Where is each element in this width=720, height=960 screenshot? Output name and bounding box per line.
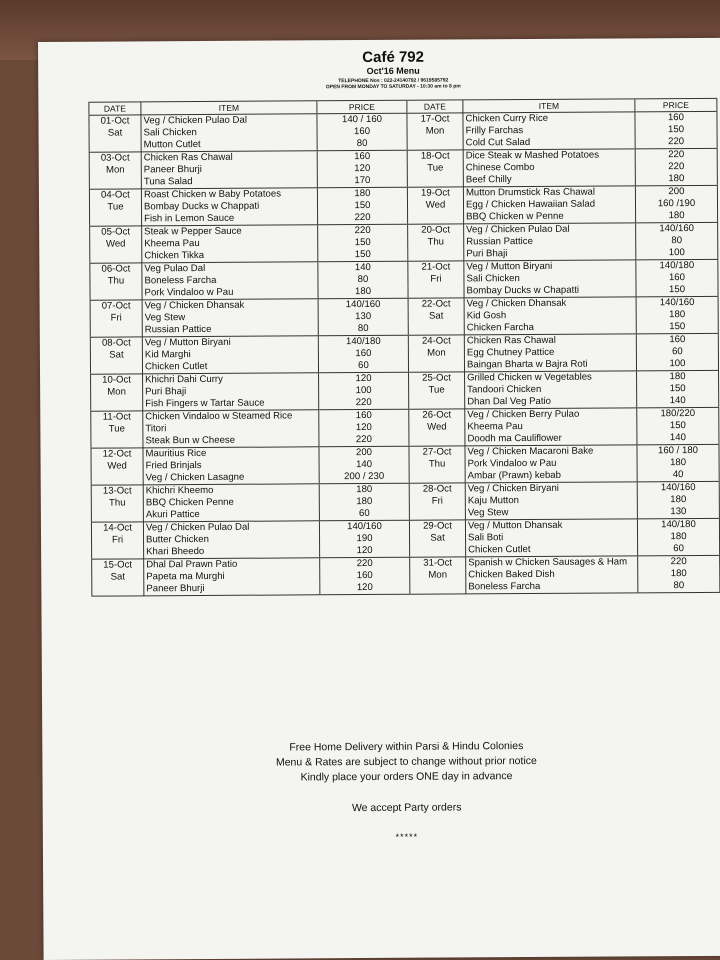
menu-date-blank [91,435,143,448]
menu-item-price: 130 [318,311,408,324]
menu-item-name: Fish Fingers w Tartar Sauce [143,397,319,411]
menu-item-price: 160 / 180 [637,444,719,457]
menu-item-name: Dhan Dal Veg Patio [465,395,637,409]
menu-item-name: Boneless Farcha [466,580,638,594]
menu-date-blank [90,250,142,263]
menu-item-price: 160 [636,272,718,285]
menu-date-blank [408,211,464,224]
menu-item-name: Dice Steak w Mashed Potatoes [465,149,600,162]
menu-day: Sat [410,532,466,544]
menu-item-name: Veg / Chicken Dhansak [466,297,567,310]
menu-date-blank [408,248,464,261]
menu-item-price: 220 [635,161,717,174]
menu-item-name: Russian Pattice [142,323,318,337]
menu-date-blank [409,470,465,483]
menu-item-name: Sali Boti [468,532,504,544]
menu-item-name: Kid Gosh [466,310,507,322]
menu-item-name: BBQ Chicken Penne [145,496,234,509]
menu-item-price: 160 /190 [635,198,717,211]
menu-day: Tue [407,162,463,174]
menu-item-price: 120 [320,582,410,595]
menu-item-price: 60 [319,508,409,521]
menu-item-price: 160 [317,126,407,139]
menu-day: Wed [409,421,465,433]
menu-item-name: Veg Stew [144,312,186,324]
menu-item-name: Fried Brinjals [145,460,202,472]
menu-item-name: Beef Chilly [463,173,635,187]
menu-date: 29-Oct [409,520,465,533]
menu-date-blank [89,139,141,152]
menu-item-name: Veg Pulao Dal [144,262,206,275]
menu-item-name: Veg / Chicken Lasagne [143,471,319,485]
menu-item-price: 180 [637,370,719,383]
column-header-item: ITEM [141,101,317,115]
menu-date-blank [92,546,144,559]
menu-day: Sat [89,127,141,139]
menu-item-price: 180 [317,187,407,200]
menu-date: 21-Oct [408,261,464,274]
menu-item-price: 140 [637,432,719,445]
advance-order-note: Kindly place your orders ONE day in advance [300,770,513,784]
menu-date: 17-Oct [407,113,463,126]
menu-date: 20-Oct [408,224,464,237]
menu-table [88,98,720,597]
menu-item-name: Tandoori Chicken [467,383,542,396]
menu-item-price: 180 [638,531,720,544]
menu-date-blank [408,285,464,298]
menu-day: Tue [409,384,465,396]
menu-day: Mon [408,347,464,359]
menu-item-price: 60 [318,360,408,373]
menu-item-name: Akuri Pattice [143,508,319,522]
menu-item-name: Chicken Baked Dish [468,568,555,581]
column-header-price: PRICE [317,100,407,114]
menu-date: 14-Oct [91,522,143,535]
menu-item-price: 140 [319,459,409,472]
menu-item-name: Veg / Mutton Dhansak [467,519,563,532]
menu-date: 03-Oct [89,152,141,165]
menu-item-name: Paneer Bhurji [143,164,202,176]
menu-date-blank [407,137,463,150]
menu-item-name: Kheema Pau [144,238,200,250]
menu-item-price: 220 [635,148,717,161]
menu-item-price: 140/160 [636,222,718,235]
menu-item-price: 180 [636,210,718,223]
menu-date: 25-Oct [409,372,465,385]
menu-item-price: 180 [638,568,720,581]
menu-item-price: 220 [318,212,408,225]
menu-item-name: Puri Bhaji [145,386,187,398]
menu-item-name: Veg / Chicken Pulao Dal [466,223,570,236]
menu-item-price: 150 [636,321,718,334]
menu-item-price: 140/160 [637,481,719,494]
menu-date: 28-Oct [409,483,465,496]
delivery-note: Free Home Delivery within Parsi & Hindu Colonies [289,740,524,754]
menu-item-name: Cold Cut Salad [463,136,635,150]
menu-item-price: 150 [637,383,719,396]
menu-item-price: 220 [638,555,720,568]
menu-item-price: 120 [319,372,409,385]
menu-date-blank [90,324,142,337]
menu-header [88,48,698,92]
menu-item-name: Sali Chicken [466,273,520,285]
menu-day: Wed [407,199,463,211]
menu-item-name: Puri Bhaji [464,247,636,261]
menu-day: Sat [92,571,144,583]
menu-date-blank [407,174,463,187]
menu-item-name: Russian Pattice [466,235,533,248]
menu-item-name: Boneless Farcha [144,274,217,287]
menu-item-price: 130 [637,506,719,519]
menu-item-price: 140/180 [636,259,718,272]
menu-date: 06-Oct [90,263,142,276]
menu-item-price: 80 [638,580,720,593]
menu-date-blank [90,213,142,226]
menu-item-price: 220 [320,557,410,570]
menu-item-name: Frilly Farchas [465,125,524,137]
menu-item-name: Khichri Dahi Curry [145,373,223,386]
menu-day: Thu [409,458,465,470]
menu-date-blank [92,583,144,596]
menu-item-name: Veg / Chicken Biryani [467,482,559,495]
menu-item-price: 200 / 230 [319,471,409,484]
menu-item-name: Chicken Ras Chawal [466,334,556,347]
menu-date: 31-Oct [410,557,466,570]
menu-item-name: Chicken Farcha [464,321,636,335]
menu-item-price: 220 [635,136,717,149]
menu-item-name: BBQ Chicken w Penne [464,210,636,224]
menu-item-name: Ambar (Prawn) kebab [465,469,637,483]
menu-day: Mon [407,125,463,137]
menu-day: Thu [90,275,142,287]
menu-item-price: 180 [636,309,718,322]
menu-day: Fri [90,312,142,324]
menu-item-name: Veg / Chicken Pulao Dal [145,521,250,534]
menu-day: Thu [91,497,143,509]
menu-item-price: 140 [318,261,408,274]
menu-item-price: 180 [637,494,719,507]
menu-item-price: 100 [319,385,409,398]
menu-item-name: Veg / Chicken Dhansak [144,299,245,312]
menu-footer [92,738,720,847]
telephone-line: TELEPHONE Nos : 022-24140792 / 9619585792 [338,77,449,85]
menu-item-name: Chicken Vindaloo w Steamed Rice [145,410,293,423]
menu-item-name: Grilled Chicken w Vegetables [467,371,592,384]
menu-day: Fri [408,273,464,285]
menu-item-price: 180 [319,496,409,509]
column-header-price: PRICE [635,98,717,112]
menu-date: 15-Oct [92,559,144,572]
menu-date-blank [408,322,464,335]
menu-item-name: Baingan Bharta w Bajra Roti [464,358,636,372]
menu-item-name: Chicken Cutlet [466,543,638,557]
menu-date-blank [408,359,464,372]
menu-item-name: Bombay Ducks w Chappati [143,200,260,213]
menu-item-price: 200 [319,446,409,459]
menu-item-name: Mauritius Rice [145,447,207,460]
menu-item-name: Pork Vindaloo w Pau [142,286,318,300]
menu-item-price: 60 [638,543,720,556]
menu-item-price: 80 [318,323,408,336]
menu-date-blank [89,176,141,189]
menu-item-price: 140/180 [318,335,408,348]
menu-item-price: 140/160 [318,298,408,311]
menu-item-name: Kaju Mutton [467,495,520,507]
menu-item-price: 160 [319,409,409,422]
menu-item-price: 180 [637,457,719,470]
menu-item-name: Steak Bun w Cheese [143,434,319,448]
menu-item-name: Titori [145,423,167,435]
menu-date: 26-Oct [409,409,465,422]
menu-day: Mon [89,164,141,176]
menu-table-body [89,111,720,596]
menu-date: 11-Oct [91,411,143,424]
column-header-date: DATE [89,102,141,115]
menu-item-name: Veg / Mutton Biryani [466,260,553,273]
column-header-item: ITEM [463,99,635,113]
opening-hours: OPEN FROM MONDAY TO SATURDAY - 10:30 am to 8 pm [325,83,461,91]
menu-item-price: 140/180 [637,518,719,531]
menu-date: 05-Oct [90,226,142,239]
menu-day: Sat [90,349,142,361]
menu-item-price: 140/160 [636,296,718,309]
menu-item-price: 200 [635,185,717,198]
menu-date: 24-Oct [408,335,464,348]
menu-date: 13-Oct [91,485,143,498]
menu-day: Fri [92,534,144,546]
menu-date: 22-Oct [408,298,464,311]
menu-item-price: 80 [318,274,408,287]
menu-item-price: 160 [636,333,718,346]
menu-item-price: 100 [636,247,718,260]
menu-date-blank [410,544,466,557]
menu-item-name: Egg Chutney Pattice [466,346,555,359]
rates-note: Menu & Rates are subject to change without prior notice [275,754,537,769]
menu-date: 08-Oct [90,337,142,350]
menu-item-name: Dhal Dal Prawn Patio [146,558,238,571]
menu-item-name: Paneer Bhurji [144,582,320,596]
menu-date-blank [90,361,142,374]
menu-date: 18-Oct [407,150,463,163]
menu-item-price: 150 [318,249,408,262]
menu-item-name: Tuna Salad [141,175,317,189]
menu-item-name: Papeta ma Murghi [146,570,225,583]
menu-date: 12-Oct [91,448,143,461]
menu-subtitle: Oct'16 Menu [366,65,420,76]
menu-item-name: Veg / Chicken Macaroni Bake [467,445,594,458]
menu-item-name: Spanish w Chicken Sausages & Ham [468,556,628,569]
menu-item-price: 60 [636,346,718,359]
menu-item-price: 160 [320,570,410,583]
menu-date-blank [91,509,143,522]
menu-day: Fri [409,495,465,507]
menu-date-blank [409,433,465,446]
menu-item-price: 120 [320,545,410,558]
menu-item-price: 220 [319,434,409,447]
menu-item-price: 160 [318,348,408,361]
menu-item-price: 180 [635,173,717,186]
menu-item-name: Steak w Pepper Sauce [144,225,242,238]
menu-item-price: 120 [317,163,407,176]
menu-item-name: Veg / Chicken Berry Pulao [467,408,580,421]
menu-item-name: Fish in Lemon Sauce [142,212,318,226]
menu-item-name: Kheema Pau [467,421,523,433]
party-orders-note: We accept Party orders [351,801,462,815]
menu-item-price: 160 [317,150,407,163]
menu-item-price: 190 [320,533,410,546]
menu-item-name: Chicken Curry Rice [465,112,549,125]
menu-item-price: 170 [317,175,407,188]
menu-item-price: 180 [319,483,409,496]
menu-item-price: 180 [318,286,408,299]
menu-item-name: Chicken Tikka [142,249,318,263]
menu-item-name: Butter Chicken [146,533,209,546]
menu-day: Wed [91,460,143,472]
menu-date: 27-Oct [409,446,465,459]
menu-date-blank [410,581,466,594]
menu-item-name: Chicken Cutlet [142,360,318,374]
menu-item-price: 140 [637,395,719,408]
cafe-title: Café 792 [362,48,425,67]
menu-item-name: Veg / Mutton Biryani [144,336,231,349]
menu-item-price: 150 [318,237,408,250]
menu-date: 01-Oct [89,115,141,128]
menu-day: Wed [90,238,142,250]
menu-item-price: 150 [635,124,717,137]
menu-item-name: Roast Chicken w Baby Potatoes [143,188,282,201]
menu-day: Tue [91,423,143,435]
menu-item-name: Veg Stew [465,506,637,520]
menu-item-name: Mutton Drumstick Ras Chawal [465,186,595,199]
menu-date: 19-Oct [407,187,463,200]
menu-item-name: Mutton Cutlet [141,138,317,152]
menu-item-price: 140/160 [319,520,409,533]
menu-item-name: Khichri Kheemo [145,484,214,497]
menu-item-price: 140 / 160 [317,113,407,126]
menu-day: Mon [410,569,466,581]
menu-item-price: 160 [635,111,717,124]
menu-item-name: Kid Marghi [144,349,191,361]
menu-item-price: 220 [318,224,408,237]
menu-date-blank [409,507,465,520]
menu-date-blank [409,396,465,409]
menu-item-price: 100 [636,358,718,371]
menu-item-name: Chinese Combo [465,161,535,174]
menu-item-price: 150 [636,284,718,297]
menu-item-price: 220 [319,397,409,410]
menu-date-blank [91,398,143,411]
menu-sheet [38,38,720,960]
menu-item-price: 80 [636,235,718,248]
menu-item-price: 150 [317,200,407,213]
column-header-date: DATE [407,100,463,113]
decorative-stars: ***** [395,831,419,842]
menu-date-blank [91,472,143,485]
menu-row [92,580,720,596]
menu-day: Tue [89,201,141,213]
menu-item-name: Sali Chicken [143,127,197,139]
menu-item-name: Bombay Ducks w Chapatti [464,284,636,298]
menu-item-name: Pork Vindaloo w Pau [467,457,557,470]
menu-date-blank [90,287,142,300]
menu-item-price: 120 [319,422,409,435]
menu-item-name: Chicken Ras Chawal [143,151,233,164]
menu-item-name: Doodh ma Cauliflower [465,432,637,446]
menu-date: 10-Oct [91,374,143,387]
menu-day: Mon [91,386,143,398]
menu-day: Thu [408,236,464,248]
menu-date: 04-Oct [89,189,141,202]
menu-item-price: 180/220 [637,407,719,420]
menu-item-price: 40 [637,469,719,482]
menu-item-name: Veg / Chicken Pulao Dal [143,114,247,127]
menu-item-name: Egg / Chicken Hawaiian Salad [465,198,596,211]
menu-item-price: 150 [637,420,719,433]
menu-day: Sat [408,310,464,322]
menu-date: 07-Oct [90,300,142,313]
menu-item-price: 80 [317,138,407,151]
menu-item-name: Khari Bheedo [144,545,320,559]
